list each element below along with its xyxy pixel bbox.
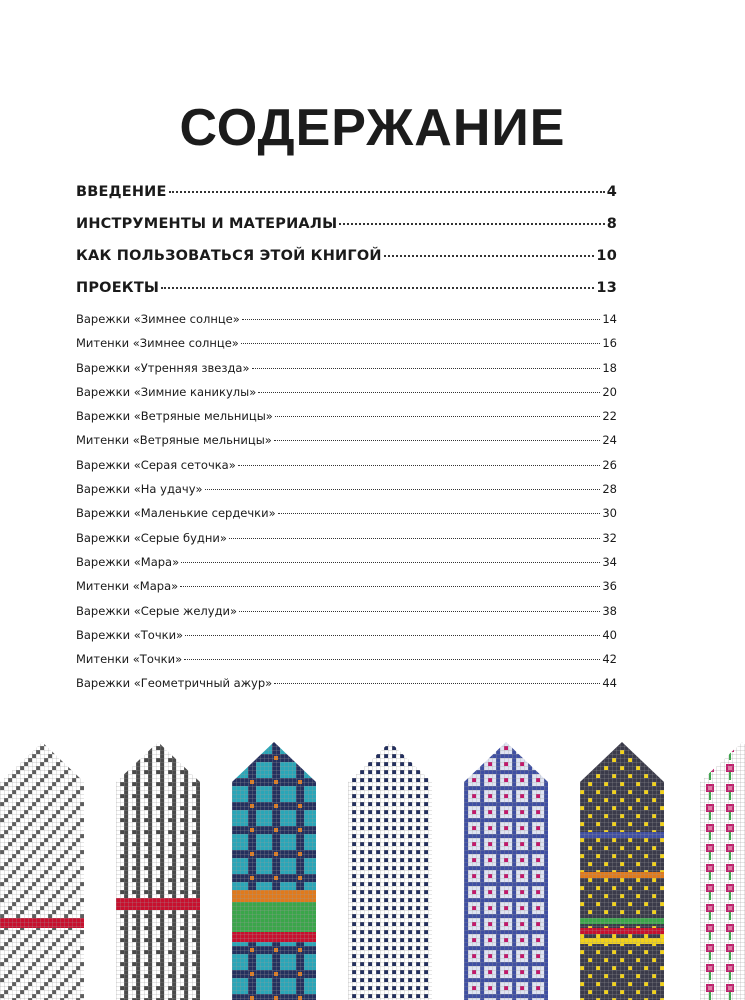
toc-entry-label: ВВЕДЕНИЕ xyxy=(76,184,167,200)
dot-leader xyxy=(184,659,600,660)
toc-entry-page: 16 xyxy=(602,336,617,351)
toc-project-entry[interactable] xyxy=(76,531,617,555)
mitten-chart-gray-star xyxy=(0,722,84,1000)
toc-entry-label: Митенки «Точки» xyxy=(76,652,183,667)
dot-leader xyxy=(274,440,601,441)
toc-entry-label: КАК ПОЛЬЗОВАТЬСЯ ЭТОЙ КНИГОЙ xyxy=(76,248,382,264)
toc-entry-label: Митенки «Зимнее солнце» xyxy=(76,336,239,351)
dot-leader xyxy=(384,255,595,257)
toc-entry-page: 36 xyxy=(602,579,617,594)
dot-leader xyxy=(180,586,600,587)
toc-entry-label: Варежки «Зимние каникулы» xyxy=(76,384,257,399)
toc-entry-label: Митенки «Ветряные мельницы» xyxy=(76,433,272,448)
toc-entry-page: 20 xyxy=(602,384,617,399)
toc-entry-label: Варежки «Мара» xyxy=(76,554,180,569)
mitten-chart-navy xyxy=(348,722,432,1000)
toc-entry-label: ИНСТРУМЕНТЫ И МАТЕРИАЛЫ xyxy=(76,216,338,232)
mitten-chart-yellow-stripes xyxy=(580,722,664,1000)
dot-leader xyxy=(185,635,600,636)
toc-entry-label: Варежки «Зимнее солнце» xyxy=(76,312,240,326)
toc-entry-page: 4 xyxy=(606,184,617,200)
toc-entry-page: 34 xyxy=(602,554,617,569)
mitten-charts-illustration xyxy=(0,722,745,1000)
toc-project-entry[interactable] xyxy=(76,555,617,579)
table-of-contents xyxy=(76,184,617,701)
toc-entry-label: Варежки «Геометричный ажур» xyxy=(76,676,273,691)
toc-entry-page: 26 xyxy=(602,457,617,472)
dot-leader xyxy=(258,392,600,393)
toc-entry-page: 28 xyxy=(602,482,617,497)
toc-entry-page: 13 xyxy=(596,280,617,296)
toc-entry-label: Варежки «Серые будни» xyxy=(76,530,227,545)
toc-project-entry[interactable] xyxy=(76,336,617,360)
toc-project-entry[interactable] xyxy=(76,676,617,700)
dot-leader xyxy=(339,223,604,225)
dot-leader xyxy=(238,465,601,466)
toc-entry-page: 32 xyxy=(602,530,617,545)
toc-entry-page: 14 xyxy=(602,312,617,326)
dot-leader xyxy=(229,538,600,539)
toc-project-entry[interactable] xyxy=(76,579,617,603)
toc-project-entry[interactable] xyxy=(76,409,617,433)
toc-entry-page: 24 xyxy=(602,433,617,448)
toc-entry-introduction[interactable] xyxy=(76,184,617,216)
toc-project-entry[interactable] xyxy=(76,652,617,676)
toc-project-entry[interactable] xyxy=(76,433,617,457)
toc-entry-how-to-use[interactable] xyxy=(76,248,617,280)
toc-project-entry[interactable] xyxy=(76,312,617,336)
toc-entry-label: Варежки «На удачу» xyxy=(76,482,203,497)
mitten-chart-teal-orange xyxy=(232,722,316,1000)
toc-entry-tools-materials[interactable] xyxy=(76,216,617,248)
dot-leader xyxy=(169,191,605,193)
toc-entry-page: 10 xyxy=(596,248,617,264)
dot-leader xyxy=(274,683,600,684)
mitten-chart-dark-gray xyxy=(116,722,200,1000)
dot-leader xyxy=(242,319,601,320)
toc-project-entry[interactable] xyxy=(76,482,617,506)
toc-entry-label: Митенки «Мара» xyxy=(76,579,179,594)
toc-entry-page: 42 xyxy=(602,652,617,667)
dot-leader xyxy=(161,287,594,289)
mitten-chart-blue xyxy=(464,722,548,1000)
toc-entry-page: 38 xyxy=(602,603,617,618)
toc-project-entry[interactable] xyxy=(76,361,617,385)
toc-project-entry[interactable] xyxy=(76,458,617,482)
page-title: СОДЕРЖАНИЕ xyxy=(179,99,566,157)
toc-entry-page: 18 xyxy=(602,360,617,375)
toc-project-entry[interactable] xyxy=(76,628,617,652)
toc-entry-projects[interactable] xyxy=(76,280,617,312)
toc-entry-page: 22 xyxy=(602,409,617,424)
dot-leader xyxy=(181,562,600,563)
toc-project-entry[interactable] xyxy=(76,604,617,628)
toc-entry-label: Варежки «Точки» xyxy=(76,627,184,642)
dot-leader xyxy=(205,489,601,490)
toc-entry-page: 8 xyxy=(606,216,617,232)
toc-entry-page: 30 xyxy=(602,506,617,521)
toc-entry-label: Варежки «Ветряные мельницы» xyxy=(76,409,273,424)
dot-leader xyxy=(278,513,601,514)
toc-project-entry[interactable] xyxy=(76,385,617,409)
dot-leader xyxy=(241,343,601,344)
dot-leader xyxy=(252,368,601,369)
toc-entry-page: 40 xyxy=(602,627,617,642)
toc-entry-page: 44 xyxy=(602,676,617,691)
mitten-chart-flowers xyxy=(700,722,745,1000)
toc-entry-label: Варежки «Утренняя звезда» xyxy=(76,360,250,375)
toc-entry-label: Варежки «Серые желуди» xyxy=(76,603,238,618)
toc-entry-label: Варежки «Маленькие сердечки» xyxy=(76,506,276,521)
toc-project-entry[interactable] xyxy=(76,506,617,530)
toc-entry-label: Варежки «Серая сеточка» xyxy=(76,457,236,472)
toc-entry-label: ПРОЕКТЫ xyxy=(76,280,160,296)
dot-leader xyxy=(239,611,600,612)
dot-leader xyxy=(275,416,601,417)
